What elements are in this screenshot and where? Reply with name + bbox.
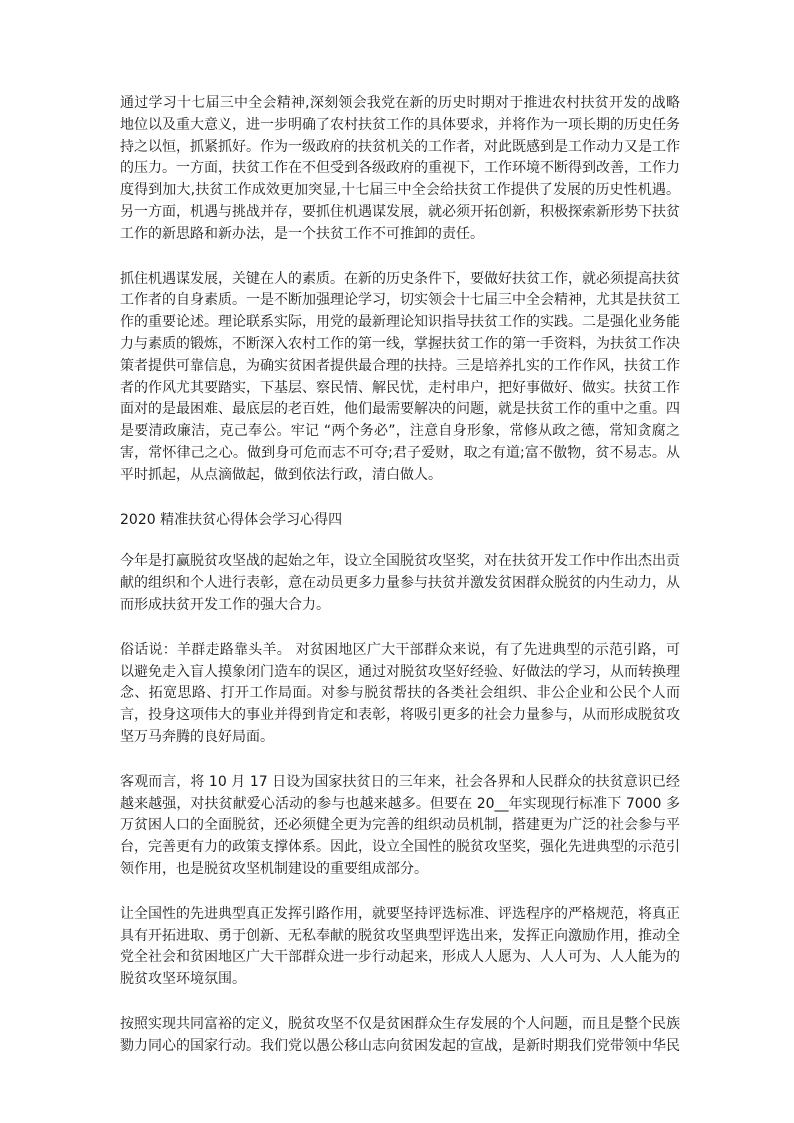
paragraph-2: 抓住机遇谋发展，关键在人的素质。在新的历史条件下，要做好扶贫工作，就必须提高扶贫工作者的自身素质。一是不断加强理论学习，切实领会十七届三中全会精神，尤其是扶贫工作的重要论述。理论联系实际，用党的最新理论知识指导扶贫工作的实践。二是强化业务能力与素质的锻炼，不断深入农村工作的第一线，掌握扶贫工作的第一手资料，为扶贫工作决策者提供可靠信息，为确实贫困者提供最合理的扶持。三是培养扎实的工作作风，扶贫工作者的作风尤其要踏实，下基层、察民情、解民忧，走村串户，把好事做好、做实。扶贫工作面对的是最困难、最底层的老百姓，他们最需要解决的问题，就是扶贫工作的重中之重。四是要清政廉洁，克己奉公。牢记 “两个务必”，注意自身形象，常修从政之德，常知贪腐之害，常怀律己之心。做到身可危而志不可夺;君子爱财，取之有道;富不傲物，贫不易志。从平时抓起，从点滴做起，做到依法行政，清白做人。 [120, 270, 680, 483]
paragraph-5: 客观而言，将 10 月 17 日设为国家扶贫日的三年来，社会各界和人民群众的扶贫意识已经越来越强，对扶贫献爱心活动的参与也越来越多。但要在 20__年实现现行标准下 7000 多万贫困人口的全面脱贫，还必须健全更为完善的组织动员机制，搭建更为广泛的社会参与平台，完善更有力的政策支撑体系。因此，设立全国性的脱贫攻坚奖，强化先进典型的示范引领作用，也是脱贫攻坚机制建设的重要组成部分。 [120, 773, 680, 877]
paragraph-1: 通过学习十七届三中全会精神,深刻领会我党在新的历史时期对于推进农村扶贫开发的战略地位以及重大意义，进一步明确了农村扶贫工作的具体要求，并将作为一项长期的历史任务持之以恒，抓紧抓好。作为一级政府的扶贫机关的工作者，对此既感到是工作动力又是工作的压力。一方面，扶贫工作在不但受到各级政府的重视下，工作环境不断得到改善，工作力度得到加大,扶贫工作成效更加突显,十七届三中全会给扶贫工作提供了发展的历史性机遇。另一方面，机遇与挑战并存，要抓住机遇谋发展，就必须开拓创新，积极探索新形势下扶贫工作的新思路和新办法，是一个扶贫工作不可推卸的责任。 [120, 95, 680, 242]
paragraph-4: 俗话说：羊群走路靠头羊。 对贫困地区广大干部群众来说，有了先进典型的示范引路，可以避免走入盲人摸象闭门造车的误区，通过对脱贫攻坚好经验、好做法的学习，从而转换理念、拓宽思路、打开工作局面。对参与脱贫帮扶的各类社会组织、非公企业和公民个人而言，投身这项伟大的事业并得到肯定和表彰，将吸引更多的社会力量参与，从而形成脱贫攻坚万马奔腾的良好局面。 [120, 641, 680, 745]
section-heading: 2020 精准扶贫心得体会学习心得四 [120, 511, 343, 528]
paragraph-7: 按照实现共同富裕的定义，脱贫攻坚不仅是贫困群众生存发展的个人问题，而且是整个民族勠力同心的国家行动。我们党以愚公移山志向贫困发起的宣战，是新时期我们党带领中华民 [120, 1015, 680, 1054]
paragraph-6: 让全国性的先进典型真正发挥引路作用，就要坚持评选标准、评选程序的严格规范，将真正具有开拓进取、勇于创新、无私奉献的脱贫攻坚典型评选出来，发挥正向激励作用，推动全党全社会和贫困地区广大干部群众进一步行动起来，形成人人愿为、人人可为、人人能为的脱贫攻坚环境氛围。 [120, 905, 680, 988]
paragraph-3: 今年是打赢脱贫攻坚战的起始之年，设立全国脱贫攻坚奖，对在扶贫开发工作中作出杰出贡献的组织和个人进行表彰，意在动员更多力量参与扶贫并激发贫困群众脱贫的内生动力，从而形成扶贫开发工作的强大合力。 [120, 553, 680, 613]
document-body [120, 93, 680, 1080]
